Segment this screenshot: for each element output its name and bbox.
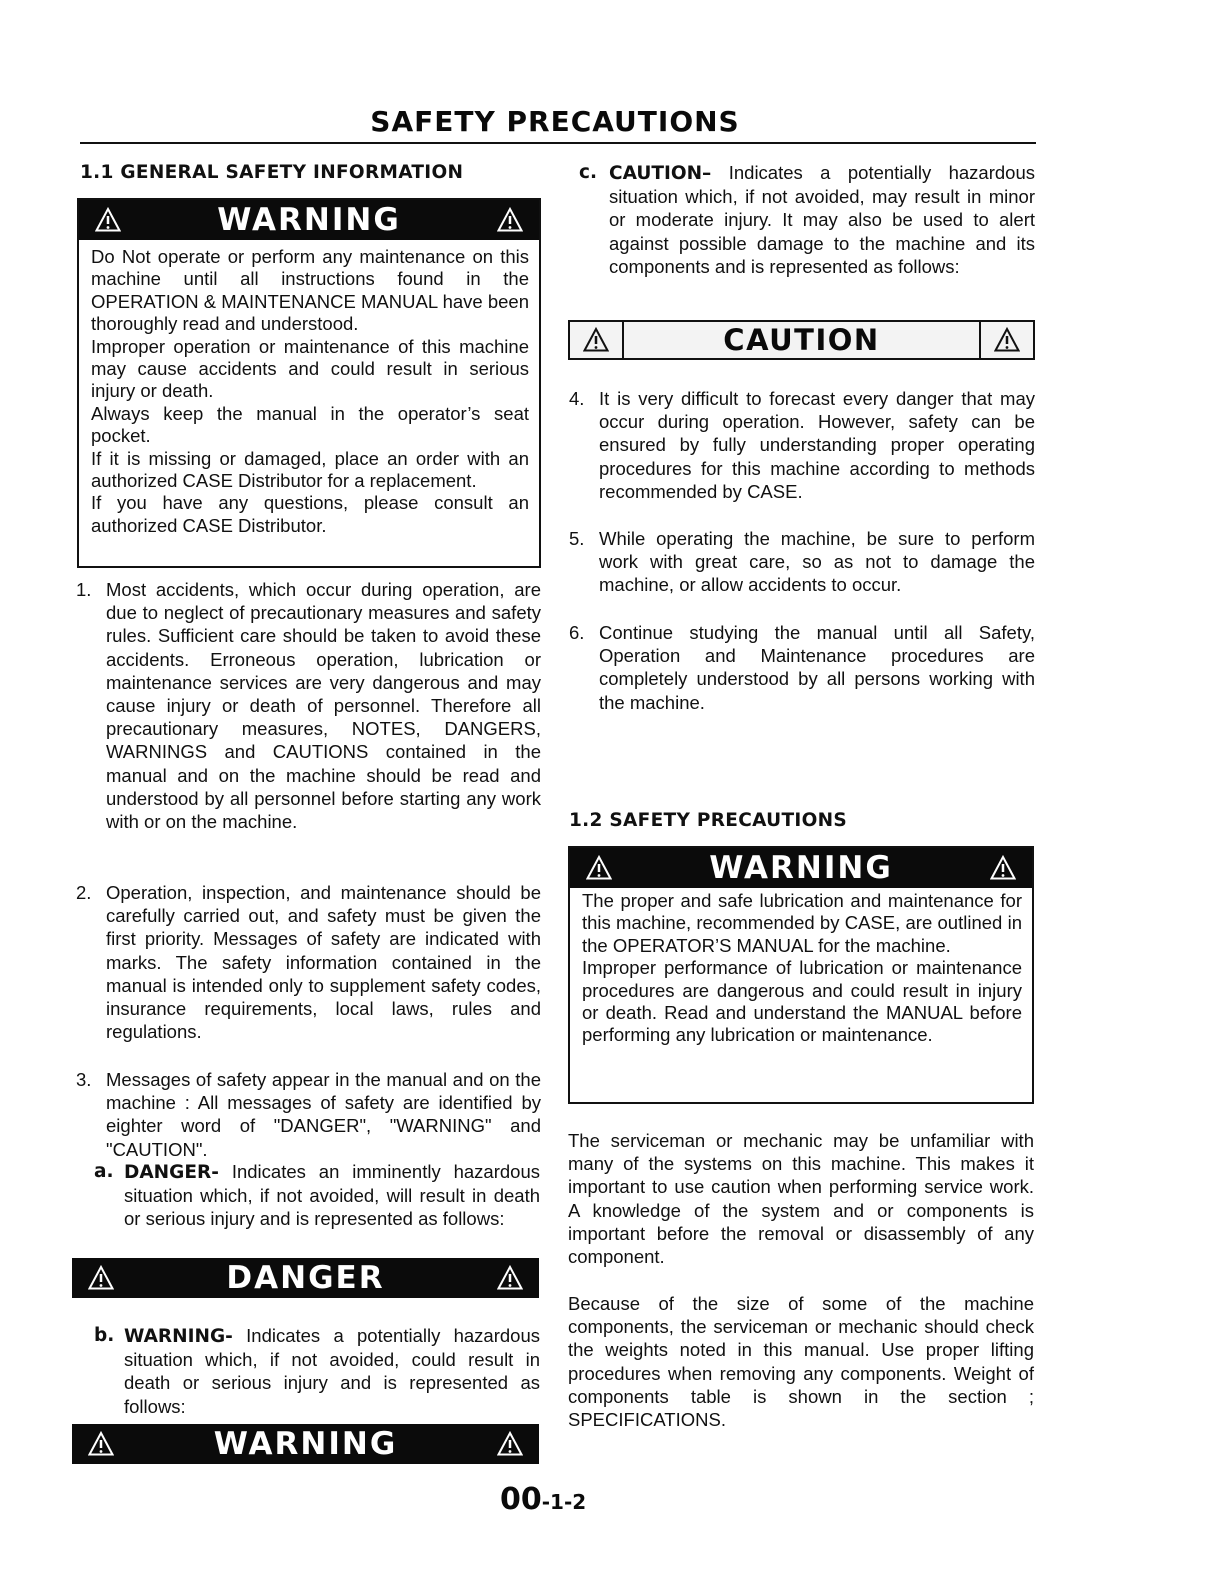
warning-box-general <box>77 198 541 568</box>
list-text: Continue studying the manual until all Safety, Operation and Maintenance procedures are completely understood by all persons working with the machine. <box>599 622 1035 713</box>
warning-triangle-icon <box>586 855 612 881</box>
warning-triangle-icon <box>88 1265 114 1291</box>
warning-triangle-icon <box>95 207 121 233</box>
warning-keyword: WARNING- <box>124 1326 233 1347</box>
warning-triangle-icon <box>583 327 609 353</box>
caution-banner <box>568 320 1035 360</box>
title-rule <box>80 142 1036 144</box>
list-number: 6. <box>569 622 585 643</box>
warning-paragraph: If it is missing or damaged, place an order with an authorized CASE Distributor for a replacement. <box>91 447 529 492</box>
sub-text: Indicates a potentially hazardous situation which, if not avoided, may result in minor or moderate injury. It may also be used to alert against possible damage to the machine and its components and is represented as follows: <box>609 162 1035 277</box>
list-text: It is very difficult to forecast every danger that may occur during operation. However, safety can be ensured by fully understanding proper operating procedures for this machine according to methods recommended by CASE. <box>599 388 1035 502</box>
sub-letter: a. <box>94 1161 114 1182</box>
warning-banner <box>72 1424 539 1464</box>
warning-label: WARNING <box>213 1426 398 1462</box>
warning-header <box>570 848 1032 888</box>
sub-text: Indicates a potentially hazardous situation which, if not avoided, could result in death or serious injury and is represented as follows: <box>124 1325 540 1417</box>
danger-keyword: DANGER- <box>124 1162 219 1183</box>
warning-paragraph: The proper and safe lubrication and maintenance for this machine, recommended by CASE, are outlined in the OPERATOR’S MANUAL for the machine. <box>582 890 1022 956</box>
warning-label: WARNING <box>709 850 893 886</box>
list-number: 5. <box>569 528 585 549</box>
list-text: Messages of safety appear in the manual and on the machine : All messages of safety are identified by eighter word of "DANGER", "WARNING" and "CAUTION". <box>106 1069 541 1160</box>
list-item-1 <box>76 578 541 833</box>
warning-triangle-icon <box>497 207 523 233</box>
sub-letter: b. <box>94 1325 115 1346</box>
list-number: 1. <box>76 579 92 600</box>
warning-paragraph: Always keep the manual in the operator’s seat pocket. <box>91 402 529 447</box>
section-2-heading: 1.2 SAFETY PRECAUTIONS <box>569 810 848 831</box>
list-item-4 <box>569 387 1035 503</box>
page-number-major: 00 <box>500 1482 542 1517</box>
warning-header <box>79 200 539 240</box>
warning-label: WARNING <box>217 202 401 238</box>
warning-paragraph: Improper operation or maintenance of this machine may cause accidents and could result in serious injury or death. <box>91 335 529 402</box>
page-number <box>500 1482 586 1517</box>
body-paragraph: Because of the size of some of the machine components, the serviceman or mechanic should check the weights noted in this manual. Use proper lifting procedures when removing any components. Weight of components table is shown in the section ; SPECIFICATIONS. <box>568 1293 1034 1431</box>
page-number-minor: -1-2 <box>541 1490 587 1514</box>
danger-banner <box>72 1258 539 1298</box>
danger-label: DANGER <box>226 1260 385 1296</box>
caution-icon-cell <box>570 322 624 358</box>
warning-triangle-icon <box>497 1431 523 1457</box>
warning-triangle-icon <box>497 1265 523 1291</box>
list-text: Most accidents, which occur during operation, are due to neglect of precautionary measures and safety rules. Sufficient care should be taken to avoid these accidents. Erroneous operation, lubrication or maintenance services are very dangerous and may cause injury or death of personnel. Therefore all precautionary measures, NOTES, DANGERS, WARNINGS and CAUTIONS contained in the manual and on the machine should be read and understood by all personnel before starting any work with or on the machine. <box>106 579 541 833</box>
sub-text: Indicates an imminently hazardous situation which, if not avoided, will result in death or serious injury and is represented as follows: <box>124 1161 540 1230</box>
section-1-heading: 1.1 GENERAL SAFETY INFORMATION <box>80 162 464 183</box>
list-text: Operation, inspection, and maintenance should be carefully carried out, and safety must be given the first priority. Messages of safety are indicated with marks. The safety information contained in the manual is intended only to supplement safety codes, insurance requirements, local laws, rules and regulations. <box>106 882 541 1043</box>
warning-paragraph: If you have any questions, please consult an authorized CASE Distributor. <box>91 492 529 536</box>
caution-label: CAUTION <box>723 323 880 357</box>
page-title: SAFETY PRECAUTIONS <box>370 105 740 138</box>
warning-triangle-icon <box>88 1431 114 1457</box>
list-item-2 <box>76 881 541 1043</box>
body-paragraph: The serviceman or mechanic may be unfamiliar with many of the systems on this machine. This makes it important to use caution when performing service work. A knowledge of the system and or components is important before the removal or disassembly of any component. <box>568 1130 1034 1268</box>
list-number: 3. <box>76 1069 92 1090</box>
list-text: While operating the machine, be sure to perform work with great care, so as not to damage the machine, or allow accidents to occur. <box>599 528 1035 596</box>
list-item-3 <box>76 1068 541 1161</box>
caution-keyword: CAUTION– <box>609 163 712 184</box>
warning-triangle-icon <box>994 327 1020 353</box>
sub-item-b <box>94 1324 540 1418</box>
sub-item-c <box>579 161 1035 278</box>
caution-icon-cell <box>979 322 1033 358</box>
list-number: 4. <box>569 388 585 409</box>
warning-paragraph: Improper performance of lubrication or maintenance procedures are dangerous and could result in injury or death. Read and understand the MANUAL before performing any lubrication or maintenance. <box>582 957 1022 1046</box>
list-item-6 <box>569 621 1035 714</box>
list-item-5 <box>569 527 1035 597</box>
warning-triangle-icon <box>990 855 1016 881</box>
sub-item-a <box>94 1160 540 1231</box>
sub-letter: c. <box>579 162 597 183</box>
warning-box-precautions <box>568 846 1034 1104</box>
warning-paragraph: Do Not operate or perform any maintenance on this machine until all instructions found in the OPERATION & MAINTENANCE MANUAL have been thoroughly read and understood. <box>91 246 529 335</box>
list-number: 2. <box>76 882 92 903</box>
